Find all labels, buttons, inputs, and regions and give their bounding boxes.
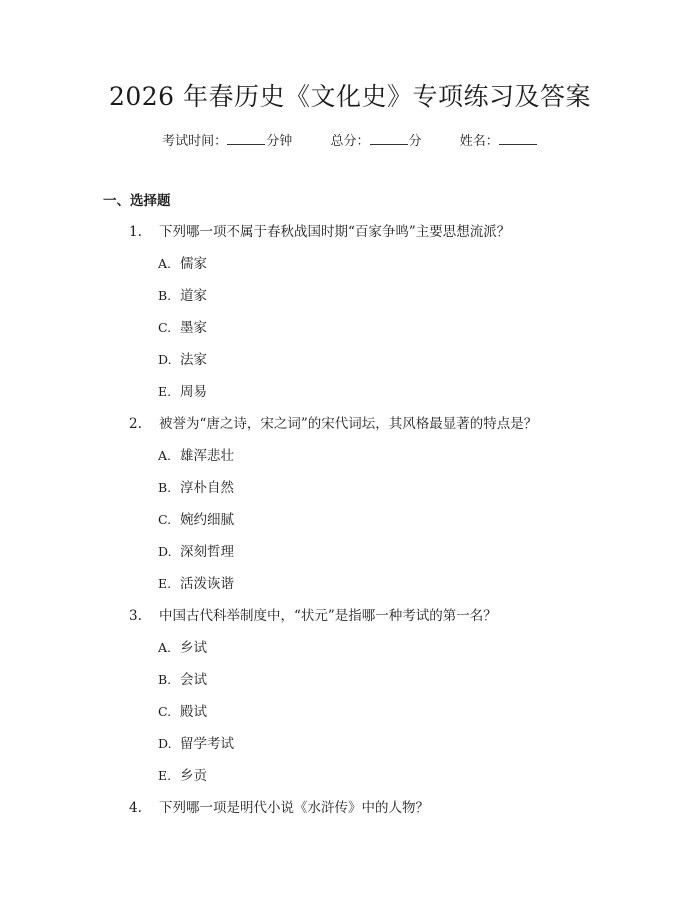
- option-letter: B.: [158, 480, 172, 495]
- option-letter: A.: [158, 448, 172, 463]
- option-text: 周易: [180, 384, 207, 400]
- option-text: 活泼诙谐: [180, 576, 234, 592]
- option-item: [158, 542, 234, 562]
- option-item: [158, 478, 234, 498]
- question-number: 1.: [129, 224, 142, 240]
- student-name-label: 姓名：: [459, 134, 499, 149]
- option-item: [158, 670, 207, 690]
- option-letter: E.: [158, 576, 172, 591]
- option-letter: A.: [158, 640, 172, 655]
- option-text: 婉约细腻: [180, 512, 234, 528]
- option-letter: E.: [158, 768, 172, 783]
- option-letter: C.: [158, 704, 172, 719]
- option-item: [158, 382, 207, 402]
- student-name-blank: [499, 131, 537, 145]
- question-item: [129, 606, 497, 626]
- section-heading: 一、选择题: [103, 193, 171, 209]
- total-score-unit: 分: [408, 134, 422, 149]
- exam-meta: [0, 131, 700, 152]
- total-score-label: 总分：: [330, 134, 370, 149]
- option-item: [158, 286, 207, 306]
- option-letter: A.: [158, 256, 172, 271]
- option-item: [158, 766, 207, 786]
- option-text: 会试: [180, 672, 207, 688]
- option-text: 道家: [180, 288, 207, 304]
- option-text: 淳朴自然: [180, 480, 234, 496]
- question-text: 下列哪一项不属于春秋战国时期“百家争鸣”主要思想流派？: [159, 224, 511, 240]
- question-number: 4.: [129, 800, 142, 816]
- question-item: [129, 414, 537, 434]
- option-item: [158, 734, 234, 754]
- option-item: [158, 638, 207, 658]
- total-score-field: [330, 131, 421, 152]
- option-item: [158, 254, 207, 274]
- question-text: 被誉为“唐之诗，宋之词”的宋代词坛，其风格最显著的特点是？: [159, 416, 538, 432]
- option-text: 留学考试: [180, 736, 234, 752]
- exam-time-unit: 分钟: [266, 134, 293, 149]
- question-item: [129, 798, 429, 818]
- option-letter: D.: [158, 736, 172, 751]
- option-text: 法家: [180, 352, 207, 368]
- option-letter: E.: [158, 384, 172, 399]
- document-title: 2026 年春历史《文化史》专项练习及答案: [108, 82, 592, 111]
- exam-time-label: 考试时间：: [162, 134, 228, 149]
- option-text: 深刻哲理: [180, 544, 234, 560]
- option-letter: C.: [158, 512, 172, 527]
- option-item: [158, 574, 234, 594]
- question-number: 2.: [129, 416, 142, 432]
- option-text: 殿试: [180, 704, 207, 720]
- option-item: [158, 702, 207, 722]
- option-letter: D.: [158, 352, 172, 367]
- option-letter: C.: [158, 320, 172, 335]
- student-name-field: [460, 131, 538, 152]
- option-item: [158, 446, 234, 466]
- total-score-blank: [370, 131, 408, 145]
- question-text: 中国古代科举制度中，“状元”是指哪一种考试的第一名？: [159, 608, 497, 624]
- option-item: [158, 350, 207, 370]
- exam-time-blank: [227, 131, 265, 145]
- question-number: 3.: [129, 608, 142, 624]
- option-letter: D.: [158, 544, 172, 559]
- option-text: 乡试: [180, 640, 207, 656]
- option-item: [158, 318, 207, 338]
- option-item: [158, 510, 234, 530]
- question-text: 下列哪一项是明代小说《水浒传》中的人物？: [159, 800, 429, 816]
- option-text: 墨家: [180, 320, 207, 336]
- option-letter: B.: [158, 288, 172, 303]
- option-letter: B.: [158, 672, 172, 687]
- exam-time-field: [162, 131, 292, 152]
- option-text: 乡贡: [180, 768, 207, 784]
- option-text: 儒家: [180, 256, 207, 272]
- question-item: [129, 222, 510, 242]
- option-text: 雄浑悲壮: [180, 448, 234, 464]
